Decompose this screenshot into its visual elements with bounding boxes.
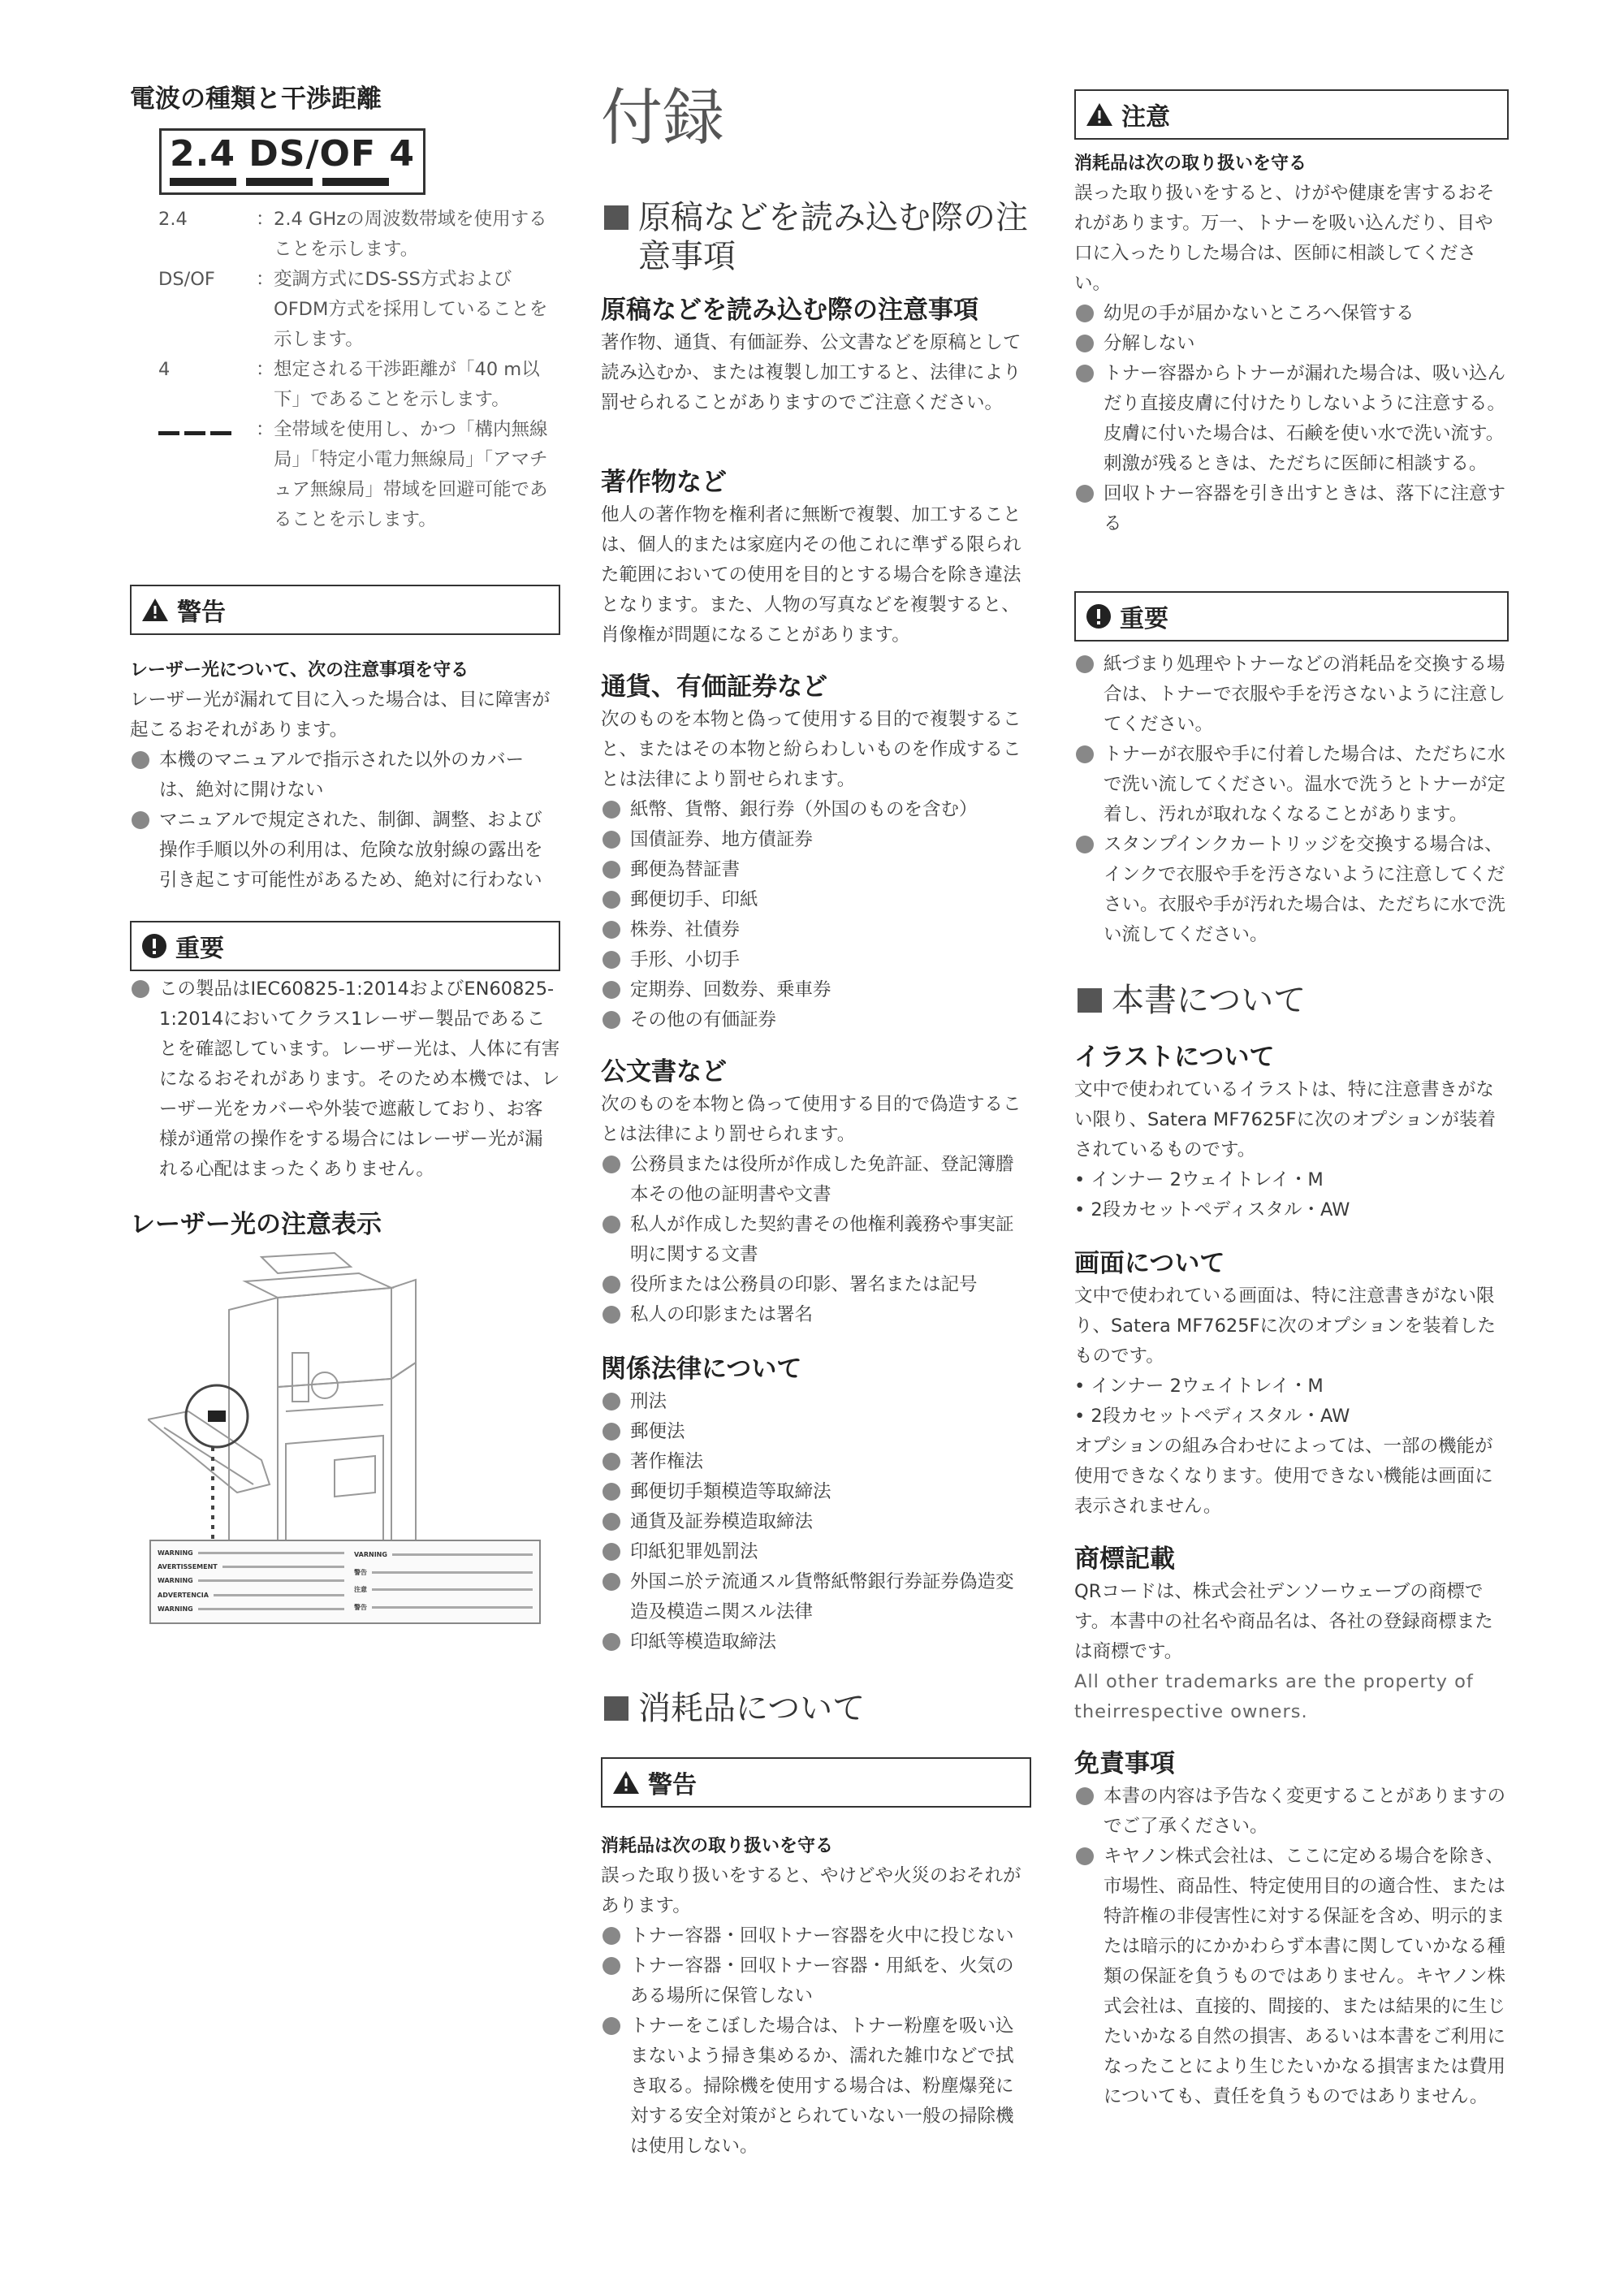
consumables-important-bullet-text: トナーが衣服や手に付着した場合は、ただちに水で洗い流してください。温水で洗うとトナーが定着し、汚れが取れなくなることがあります。 [1104,744,1506,825]
label-line-word: VARNING [354,1551,387,1559]
warning-text: レーザー光が漏れて目に入った場合は、目に障害が起こるおそれがあります。 [130,689,551,741]
definition-term: 2.4 [158,209,188,230]
label-line-word: 警告 [354,1568,367,1576]
bullet-icon [1076,365,1094,382]
law-bullet-item [601,1627,1031,1657]
sub-screens-note: オプションの組み合わせによっては、一部の機能が使用できなくなります。使用できない機能は画面に表示されません。 [1074,1436,1493,1517]
sub-screens [1074,1246,1509,1522]
bullet-icon [1076,485,1094,503]
law-bullet-text: 印紙等模造取締法 [630,1631,777,1652]
law-bullet-item [601,1507,1031,1537]
laser-warning-label [149,1540,541,1624]
band-label: 2.4 DS/OF 4 [170,133,415,175]
definition-term: DS/OF [158,269,215,290]
currency-bullet-item [601,1005,1031,1035]
sub-currency-text: 次のものを本物と偽って使用する目的で複製すること、またはその本物と紛らわしいものを作成することは法律により罰せられます。 [601,709,1021,790]
consumables-warning-bullet-item [601,1921,1031,1951]
label-line-word: 警告 [354,1603,367,1611]
definition-desc: 変調方式にDS-SS方式およびOFDM方式を採用していることを示します。 [274,269,548,350]
official-doc-bullet-text: 私人が作成した契約書その他権利義務や事実証明に関する文書 [630,1214,1014,1265]
screen-option-2: • 2段カセットペディスタル・AW [1074,1406,1350,1427]
sub-trademarks-text: QRコードは、株式会社デンソーウェーブの商標です。本書中の社名や商品名は、各社の登録商標または商標です。 [1074,1581,1493,1662]
warning-subhead: レーザー光について、次の注意事項を守る [130,660,469,680]
bullet-icon [132,811,149,829]
sub-disclaimer [1074,1746,1509,2112]
label-line [354,1603,533,1611]
important-content-laser [130,974,560,1185]
definition-desc: 2.4 GHzの周波数帯域を使用することを示します。 [274,209,547,260]
label-line-word: ADVERTENCIA [158,1591,209,1599]
warning-subhead: 消耗品は次の取り扱いを守る [601,1836,834,1856]
sub-official-docs [601,1054,1031,1330]
consumables-important-bullet-text: スタンプインクカートリッジを交換する場合は、インクで衣服や手を汚さないように注意してください。衣服や手が汚れた場合は、ただちに水で洗い流してください。 [1104,834,1506,945]
section-about-title: 本書について [1074,981,1509,1020]
label-line-word: 注意 [354,1586,367,1594]
caution-bullet-text: 回収トナー容器を引き出すときは、落下に注意する [1104,483,1506,534]
caution-bullet-item [1074,479,1509,539]
bullet-icon [603,951,620,969]
important-icon [141,933,167,959]
label-line [158,1605,344,1613]
definition-term [158,415,256,535]
official-doc-bullet-text: 私人の印影または署名 [630,1304,814,1325]
warning-content-consumables [601,1832,1031,2162]
important-content-consumables [1074,650,1509,950]
important-box-laser [130,921,560,971]
important-label: 重要 [1120,605,1168,633]
official-doc-bullet-item [601,1270,1031,1300]
illustration-option-1: • インナー 2ウェイトレイ・M [1074,1169,1324,1190]
bullet-icon [1076,1847,1094,1865]
consumables-warning-bullet-text: トナー容器・回収トナー容器・用紙を、火気のある場所に保管しない [630,1955,1014,2007]
bullet-icon [1076,1787,1094,1805]
label-line-word: AVERTISSEMENT [158,1563,218,1571]
label-line-word: WARNING [158,1605,193,1613]
warning-label: 警告 [648,1771,697,1799]
bullet-icon [603,1423,620,1441]
law-bullet-text: 印紙犯罪処罰法 [630,1541,758,1562]
sub-copyright [601,464,1031,650]
sub-trademarks-english: All other trademarks are the property of theirrespective owners. [1074,1671,1474,1722]
bullet-icon [1076,655,1094,673]
caution-box [1074,89,1509,140]
definition-colon: ： [256,209,274,230]
consumables-warning-bullet-text: トナーをこぼした場合は、トナー粉塵を吸い込まないよう掃き集めるか、濡れた雑巾などで拭き取る。掃除機を使用する場合は、粉塵爆発に対する安全対策がとられていない一般の掃除機は使用しない。 [630,2015,1014,2157]
law-bullet-item [601,1417,1031,1447]
sub-screens-text: 文中で使われている画面は、特に注意書きがない限り、Satera MF7625Fに次のオプションを装着したものです。 [1074,1285,1496,1367]
currency-bullet-item [601,915,1031,945]
warning-label: 警告 [177,598,226,627]
radio-heading: 電波の種類と干渉距離 [130,84,382,114]
bullet-icon [603,1453,620,1471]
bullet-icon [603,921,620,939]
bullet-icon [132,751,149,769]
caution-label: 注意 [1121,103,1170,132]
currency-bullet-text: 手形、小切手 [630,949,741,970]
label-line-word: WARNING [158,1549,193,1557]
sub-laws-heading: 関係法律について [601,1354,802,1384]
sub-currency-heading: 通貨、有価証券など [601,672,827,702]
illustration-option-2: • 2段カセットペディスタル・AW [1074,1199,1350,1220]
sub-disclaimer-heading: 免責事項 [1074,1749,1175,1778]
sub-illustrations-heading: イラストについて [1074,1043,1275,1072]
important-icon [1086,603,1112,629]
currency-bullet-item [601,975,1031,1005]
bullet-icon [1076,305,1094,322]
bullet-icon [603,1011,620,1029]
currency-bullet-item [601,855,1031,885]
law-bullet-text: 著作権法 [630,1451,704,1472]
bullet-icon [603,981,620,999]
definition-colon: ： [256,359,274,380]
sub-laws [601,1351,1031,1657]
sub-illustrations [1074,1039,1509,1225]
sub-scanning-text: 著作物、通貨、有価証券、公文書などを原稿として読み込むか、または複製し加工すると、法律により罰せられることがありますのでご注意ください。 [601,332,1021,413]
sub-official-docs-text: 次のものを本物と偽って使用する目的で偽造することは法律により罰せられます。 [601,1094,1021,1145]
label-line [158,1549,344,1557]
currency-bullet-item [601,945,1031,975]
consumables-important-bullet-item [1074,740,1509,830]
consumables-important-bullet-text: 紙づまり処理やトナーなどの消耗品を交換する場合は、トナーで衣服や手を汚さないように注意してください。 [1104,654,1506,735]
important-box-consumables [1074,591,1509,642]
currency-bullet-text: その他の有価証券 [630,1009,777,1030]
sub-screens-heading: 画面について [1074,1249,1225,1278]
law-bullet-text: 刑法 [630,1391,667,1412]
bullet-icon [603,1957,620,1975]
official-doc-bullet-item [601,1150,1031,1210]
bullet-icon [603,1393,620,1411]
definition-desc: 全帯域を使用し、かつ「構内無線局」「特定小電力無線局」「アマチュア無線局」帯域を回避可能であることを示します。 [274,419,548,530]
page-title: 付録 [601,81,724,153]
label-line-word: WARNING [158,1577,193,1585]
definitions-list [158,205,560,535]
caution-bullet-text: トナー容器からトナーが漏れた場合は、吸い込んだり直接皮膚に付けたりしないように注意する。皮膚に付いた場合は、石鹸を使い水で洗い流す。刺激が残るときは、ただちに医師に相談する。 [1104,363,1506,474]
bullet-icon [603,1513,620,1531]
laser-important-bullet-item [130,974,560,1185]
label-line [354,1551,533,1559]
official-doc-bullet-item [601,1210,1031,1270]
consumables-warning-bullet-item [601,1951,1031,2011]
bullet-icon [603,831,620,849]
disclaimer-bullet-item [1074,1782,1509,1842]
bullet-icon [603,1216,620,1233]
warning-triangle-icon [612,1770,640,1795]
sub-scanning [601,292,1031,418]
currency-bullet-text: 郵便切手、印紙 [630,889,758,910]
caution-bullet-text: 幼児の手が届かないところへ保管する [1104,303,1415,324]
definition-desc: 想定される干渉距離が「40 m以下」であることを示します。 [274,359,540,410]
warning-content-laser [130,656,560,896]
band-bars [170,178,415,192]
laser-important-bullet-text: この製品はIEC60825-1:2014およびEN60825-1:2014においてクラス1レーザー製品であることを確認しています。レーザー光は、人体に有害になるおそれがあります。そのため本機では、レーザー光をカバーや外装で遮蔽しており、お客様が通常の操作をする場合にはレーザー光が漏れる心配はまったくありません。 [159,979,560,1180]
screen-option-1: • インナー 2ウェイトレイ・M [1074,1376,1324,1397]
consumables-important-bullet-item [1074,830,1509,950]
label-line [354,1586,533,1594]
sub-copyright-text: 他人の著作物を権利者に無断で複製、加工することは、個人的または家庭内その他これに準ずる限られた範囲においての使用を目的とする場合を除き違法となります。また、人物の写真などを複製すると、肖像権が問題になることがあります。 [601,504,1021,646]
caution-bullet-item [1074,299,1509,329]
currency-bullet-item [601,795,1031,825]
bullet-icon [132,980,149,998]
band-label-box [159,128,425,195]
label-line [158,1577,344,1585]
bullet-icon [603,1306,620,1324]
definition-colon: ： [256,419,274,440]
disclaimer-bullet-text: 本書の内容は予告なく変更することがありますのでご了承ください。 [1104,1786,1506,1837]
law-bullet-text: 郵便法 [630,1421,685,1442]
bullet-icon [1076,745,1094,763]
sub-official-docs-heading: 公文書など [601,1057,727,1087]
sub-illustrations-text: 文中で使われているイラストは、特に注意書きがない限り、Satera MF7625Fに次のオプションが装着されているものです。 [1074,1079,1496,1160]
warning-text: 誤った取り扱いをすると、やけどや火災のおそれがあります。 [601,1865,1021,1916]
caution-triangle-icon [1086,102,1113,127]
law-bullet-item [601,1567,1031,1627]
section-consumables-title: 消耗品について [601,1689,1031,1728]
laser-warning-bullet-text: 本機のマニュアルで指示された以外のカバーは、絶対に開けない [159,750,525,801]
bullet-icon [603,1483,620,1501]
caution-content [1074,149,1509,539]
bullet-icon [603,1573,620,1591]
label-line [158,1591,344,1599]
warning-triangle-icon [141,598,169,622]
caution-bullet-text: 分解しない [1104,333,1195,354]
currency-bullet-item [601,825,1031,855]
bullet-icon [1076,836,1094,853]
law-bullet-item [601,1477,1031,1507]
bullet-icon [603,2017,620,2035]
law-bullet-text: 郵便切手類模造等取締法 [630,1481,831,1502]
bullet-icon [603,1927,620,1945]
bullet-icon [603,1543,620,1561]
sub-currency [601,669,1031,1035]
caution-text: 誤った取り扱いをすると、けがや健康を害するおそれがあります。万一、トナーを吸い込んだり、目や口に入ったりした場合は、医師に相談してください。 [1074,183,1495,294]
caution-bullet-item [1074,359,1509,479]
laser-warning-bullet-text: マニュアルで規定された、制御、調整、および操作手順以外の利用は、危険な放射線の露出を引き起こす可能性があるため、絶対に行わない [159,810,543,891]
sub-trademarks [1074,1541,1509,1727]
bullet-icon [603,861,620,879]
sub-copyright-heading: 著作物など [601,468,727,497]
disclaimer-bullet-item [1074,1842,1509,2112]
law-bullet-item [601,1387,1031,1417]
currency-bullet-text: 株券、社債券 [630,919,741,940]
consumables-warning-bullet-text: トナー容器・回収トナー容器を火中に投じない [630,1925,1014,1946]
laser-warning-bullet-item [130,745,560,806]
sub-scanning-heading: 原稿などを読み込む際の注意事項 [601,296,978,325]
law-bullet-text: 通貨及証券模造取締法 [630,1511,814,1532]
currency-bullet-text: 定期券、回数券、乗車券 [630,979,831,1000]
warning-box-consumables [601,1757,1031,1808]
currency-bullet-text: 郵便為替証書 [630,859,741,880]
law-bullet-text: 外国ニ於テ流通スル貨幣紙幣銀行券証券偽造変造及模造ニ関スル法律 [630,1571,1014,1622]
laser-warning-bullet-item [130,806,560,896]
bullet-icon [603,801,620,819]
bullet-icon [1076,335,1094,352]
section-scanning-title: 原稿などを読み込む際の注意事項 [601,198,1031,276]
law-bullet-item [601,1447,1031,1477]
important-label: 重要 [175,935,224,963]
consumables-warning-bullet-item [601,2011,1031,2162]
bullet-icon [603,891,620,909]
label-line [354,1568,533,1576]
laser-label-heading: レーザー光の注意表示 [130,1210,382,1239]
dash-line-icon [158,431,231,435]
definition-term: 4 [158,359,171,380]
disclaimer-bullet-text: キヤノン株式会社は、ここに定める場合を除き、市場性、商品性、特定使用目的の適合性、または特許権の非侵害性に対する保証を含め、明示的または暗示的にかかわらず本書に関していかなる種類の保証を負うものではありません。キヤノン株式会社は、直接的、間接的、または結果的に生じたいかなる自然の損害、あるいは本書をご利用になったことにより生じたいかなる損害または費用についても、責任を負うものではありません。 [1104,1846,1506,2107]
bullet-icon [603,1156,620,1173]
law-bullet-item [601,1537,1031,1567]
currency-bullet-text: 国債証券、地方債証券 [630,829,814,850]
bullet-icon [603,1276,620,1294]
warning-box-laser [130,585,560,635]
official-doc-bullet-item [601,1300,1031,1330]
caution-bullet-item [1074,329,1509,359]
label-line [158,1563,344,1571]
currency-bullet-item [601,885,1031,915]
definition-colon: ： [256,269,274,290]
currency-bullet-text: 紙幣、貨幣、銀行券（外国のものを含む） [630,799,978,820]
caution-subhead: 消耗品は次の取り扱いを守る [1074,153,1307,174]
consumables-important-bullet-item [1074,650,1509,740]
sub-trademarks-heading: 商標記載 [1074,1544,1175,1574]
official-doc-bullet-text: 役所または公務員の印影、署名または記号 [630,1274,978,1295]
bullet-icon [603,1633,620,1651]
official-doc-bullet-text: 公務員または役所が作成した免許証、登記簿謄本その他の証明書や文書 [630,1154,1014,1205]
